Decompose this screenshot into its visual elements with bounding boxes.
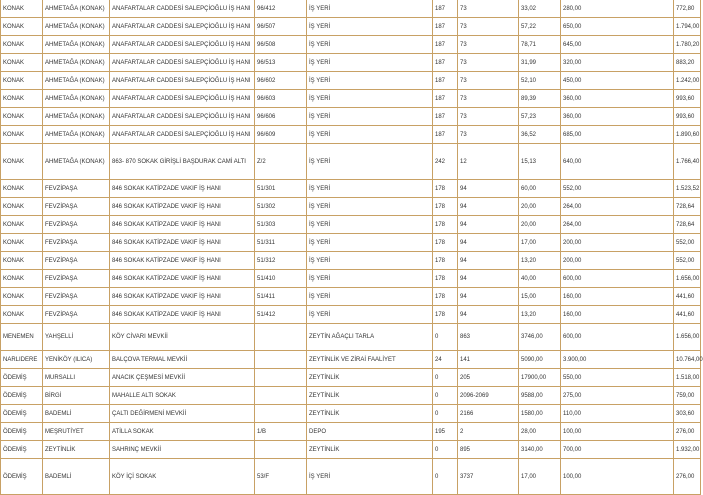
address-cell: ÇALTI DEĞİRMENİ MEVKİİ — [110, 405, 255, 423]
table-row — [1, 324, 701, 351]
total-amount-cell: 759,00 — [674, 387, 701, 405]
area-cell: 20,00 — [519, 198, 561, 216]
monthly-rent-cell: 264,00 — [561, 198, 674, 216]
monthly-rent-cell: 360,00 — [561, 90, 674, 108]
block-no-cell: 0 — [433, 405, 458, 423]
district-cell: KONAK — [1, 18, 43, 36]
total-amount-cell: 1.780,20 — [674, 36, 701, 54]
block-no-cell: 178 — [433, 234, 458, 252]
parcel-no-cell: 96/508 — [255, 36, 307, 54]
table-row — [1, 270, 701, 288]
parcel-no-cell: 51/410 — [255, 270, 307, 288]
neighborhood-cell: FEVZİPAŞA — [43, 252, 110, 270]
block-no-cell: 187 — [433, 54, 458, 72]
monthly-rent-cell: 320,00 — [561, 54, 674, 72]
address-cell: ANAFARTALAR CADDESİ SALEPÇİOĞLU İŞ HANI — [110, 54, 255, 72]
neighborhood-cell: FEVZİPAŞA — [43, 216, 110, 234]
district-cell: ÖDEMİŞ — [1, 405, 43, 423]
neighborhood-cell: BADEMLİ — [43, 405, 110, 423]
monthly-rent-cell: 600,00 — [561, 324, 674, 351]
usage-type-cell: İŞ YERİ — [307, 18, 433, 36]
lot-no-cell: 73 — [458, 36, 519, 54]
block-no-cell: 187 — [433, 18, 458, 36]
lot-no-cell: 94 — [458, 270, 519, 288]
neighborhood-cell: AHMETAĞA (KONAK) — [43, 18, 110, 36]
lot-no-cell: 863 — [458, 324, 519, 351]
address-cell: ANAFARTALAR CADDESİ SALEPÇİOĞLU İŞ HANI — [110, 36, 255, 54]
address-cell: 846 SOKAK KATİPZADE VAKIF İŞ HANI — [110, 288, 255, 306]
parcel-no-cell: 96/513 — [255, 54, 307, 72]
lot-no-cell: 94 — [458, 198, 519, 216]
address-cell: 846 SOKAK KATİPZADE VAKIF İŞ HANI — [110, 270, 255, 288]
block-no-cell: 0 — [433, 369, 458, 387]
table-row — [1, 423, 701, 441]
parcel-no-cell: 96/609 — [255, 126, 307, 144]
neighborhood-cell: YENİKÖY (ILICA) — [43, 351, 110, 369]
neighborhood-cell: BADEMLİ — [43, 459, 110, 495]
total-amount-cell: 1.656,00 — [674, 270, 701, 288]
monthly-rent-cell: 280,00 — [561, 0, 674, 18]
district-cell: MENEMEN — [1, 324, 43, 351]
monthly-rent-cell: 200,00 — [561, 252, 674, 270]
neighborhood-cell: FEVZİPAŞA — [43, 198, 110, 216]
usage-type-cell: İŞ YERİ — [307, 126, 433, 144]
total-amount-cell: 993,60 — [674, 90, 701, 108]
lot-no-cell: 12 — [458, 144, 519, 180]
usage-type-cell: ZEYTİNLİK — [307, 441, 433, 459]
table-row — [1, 18, 701, 36]
district-cell: ÖDEMİŞ — [1, 369, 43, 387]
total-amount-cell: 1.656,00 — [674, 324, 701, 351]
monthly-rent-cell: 600,00 — [561, 270, 674, 288]
total-amount-cell: 10.764,00 — [674, 351, 701, 369]
area-cell: 5090,00 — [519, 351, 561, 369]
area-cell: 57,22 — [519, 18, 561, 36]
address-cell: 846 SOKAK KATİPZADE VAKIF İŞ HANI — [110, 216, 255, 234]
district-cell: KONAK — [1, 180, 43, 198]
total-amount-cell: 1.242,00 — [674, 72, 701, 90]
table-row — [1, 180, 701, 198]
parcel-no-cell: 53/F — [255, 459, 307, 495]
neighborhood-cell: AHMETAĞA (KONAK) — [43, 90, 110, 108]
monthly-rent-cell: 550,00 — [561, 369, 674, 387]
table-row — [1, 369, 701, 387]
table-row — [1, 72, 701, 90]
total-amount-cell: 883,20 — [674, 54, 701, 72]
table-row — [1, 252, 701, 270]
monthly-rent-cell: 700,00 — [561, 441, 674, 459]
parcel-no-cell — [255, 441, 307, 459]
table-body — [1, 0, 701, 495]
area-cell: 89,39 — [519, 90, 561, 108]
parcel-no-cell: 51/303 — [255, 216, 307, 234]
lot-no-cell: 73 — [458, 0, 519, 18]
district-cell: ÖDEMİŞ — [1, 423, 43, 441]
monthly-rent-cell: 100,00 — [561, 423, 674, 441]
neighborhood-cell: MURSALLI — [43, 369, 110, 387]
lot-no-cell: 73 — [458, 90, 519, 108]
block-no-cell: 0 — [433, 387, 458, 405]
table-row — [1, 405, 701, 423]
usage-type-cell: ZEYTİNLİK — [307, 369, 433, 387]
area-cell: 17,00 — [519, 459, 561, 495]
address-cell: SAHRINÇ MEVKİİ — [110, 441, 255, 459]
lot-no-cell: 94 — [458, 252, 519, 270]
district-cell: KONAK — [1, 306, 43, 324]
parcel-no-cell — [255, 369, 307, 387]
usage-type-cell: İŞ YERİ — [307, 36, 433, 54]
block-no-cell: 187 — [433, 90, 458, 108]
total-amount-cell: 552,00 — [674, 252, 701, 270]
usage-type-cell: İŞ YERİ — [307, 459, 433, 495]
area-cell: 36,52 — [519, 126, 561, 144]
address-cell: 846 SOKAK KATİPZADE VAKIF İŞ HANI — [110, 234, 255, 252]
block-no-cell: 178 — [433, 252, 458, 270]
usage-type-cell: İŞ YERİ — [307, 306, 433, 324]
neighborhood-cell: FEVZİPAŞA — [43, 288, 110, 306]
total-amount-cell: 1.932,00 — [674, 441, 701, 459]
table-row — [1, 441, 701, 459]
parcel-no-cell: 96/412 — [255, 0, 307, 18]
parcel-no-cell: 51/411 — [255, 288, 307, 306]
monthly-rent-cell: 650,00 — [561, 18, 674, 36]
monthly-rent-cell: 645,00 — [561, 36, 674, 54]
usage-type-cell: İŞ YERİ — [307, 72, 433, 90]
parcel-no-cell: 96/603 — [255, 90, 307, 108]
total-amount-cell: 276,00 — [674, 459, 701, 495]
address-cell: KÖY İÇİ SOKAK — [110, 459, 255, 495]
lot-no-cell: 2096-2069 — [458, 387, 519, 405]
district-cell: KONAK — [1, 216, 43, 234]
lot-no-cell: 73 — [458, 126, 519, 144]
address-cell: ANAFARTALAR CADDESİ SALEPÇİOĞLU İŞ HANI — [110, 18, 255, 36]
lot-no-cell: 73 — [458, 72, 519, 90]
district-cell: KONAK — [1, 252, 43, 270]
district-cell: ÖDEMİŞ — [1, 387, 43, 405]
district-cell: ÖDEMİŞ — [1, 459, 43, 495]
total-amount-cell: 728,64 — [674, 198, 701, 216]
lot-no-cell: 2 — [458, 423, 519, 441]
monthly-rent-cell: 3.900,00 — [561, 351, 674, 369]
neighborhood-cell: ZEYTİNLİK — [43, 441, 110, 459]
block-no-cell: 178 — [433, 270, 458, 288]
usage-type-cell: İŞ YERİ — [307, 0, 433, 18]
monthly-rent-cell: 275,00 — [561, 387, 674, 405]
usage-type-cell: ZEYTİNLİK — [307, 387, 433, 405]
neighborhood-cell: YAHŞELLİ — [43, 324, 110, 351]
area-cell: 40,00 — [519, 270, 561, 288]
total-amount-cell: 1.794,00 — [674, 18, 701, 36]
lot-no-cell: 94 — [458, 288, 519, 306]
area-cell: 20,00 — [519, 216, 561, 234]
neighborhood-cell: AHMETAĞA (KONAK) — [43, 36, 110, 54]
table-row — [1, 126, 701, 144]
area-cell: 13,20 — [519, 306, 561, 324]
parcel-no-cell: 51/312 — [255, 252, 307, 270]
area-cell: 60,00 — [519, 180, 561, 198]
lot-no-cell: 73 — [458, 18, 519, 36]
district-cell: KONAK — [1, 90, 43, 108]
usage-type-cell: İŞ YERİ — [307, 234, 433, 252]
monthly-rent-cell: 360,00 — [561, 108, 674, 126]
neighborhood-cell: AHMETAĞA (KONAK) — [43, 0, 110, 18]
block-no-cell: 187 — [433, 126, 458, 144]
block-no-cell: 178 — [433, 216, 458, 234]
monthly-rent-cell: 552,00 — [561, 180, 674, 198]
area-cell: 31,99 — [519, 54, 561, 72]
monthly-rent-cell: 100,00 — [561, 459, 674, 495]
monthly-rent-cell: 160,00 — [561, 306, 674, 324]
table-row — [1, 36, 701, 54]
lot-no-cell: 94 — [458, 180, 519, 198]
district-cell: NARLIDERE — [1, 351, 43, 369]
total-amount-cell: 1.518,00 — [674, 369, 701, 387]
parcel-no-cell — [255, 405, 307, 423]
district-cell: KONAK — [1, 198, 43, 216]
lot-no-cell: 94 — [458, 216, 519, 234]
address-cell: ANAFARTALAR CADDESİ SALEPÇİOĞLU İŞ HANI — [110, 126, 255, 144]
neighborhood-cell: AHMETAĞA (KONAK) — [43, 126, 110, 144]
monthly-rent-cell: 160,00 — [561, 288, 674, 306]
usage-type-cell: İŞ YERİ — [307, 288, 433, 306]
parcel-no-cell: 51/302 — [255, 198, 307, 216]
address-cell: ANAFARTALAR CADDESİ SALEPÇİOĞLU İŞ HANI — [110, 108, 255, 126]
district-cell: KONAK — [1, 72, 43, 90]
parcel-no-cell — [255, 351, 307, 369]
area-cell: 33,02 — [519, 0, 561, 18]
total-amount-cell: 441,60 — [674, 288, 701, 306]
district-cell: KONAK — [1, 54, 43, 72]
total-amount-cell: 441,60 — [674, 306, 701, 324]
block-no-cell: 0 — [433, 459, 458, 495]
address-cell: KÖY CİVARI MEVKİİ — [110, 324, 255, 351]
usage-type-cell: İŞ YERİ — [307, 216, 433, 234]
total-amount-cell: 772,80 — [674, 0, 701, 18]
area-cell: 3140,00 — [519, 441, 561, 459]
block-no-cell: 187 — [433, 72, 458, 90]
address-cell: ANACIK ÇEŞMESİ MEVKİİ — [110, 369, 255, 387]
table-row — [1, 54, 701, 72]
district-cell: KONAK — [1, 288, 43, 306]
block-no-cell: 0 — [433, 324, 458, 351]
usage-type-cell: DEPO — [307, 423, 433, 441]
area-cell: 13,20 — [519, 252, 561, 270]
address-cell: ANAFARTALAR CADDESİ SALEPÇİOĞLU İŞ HANI — [110, 0, 255, 18]
monthly-rent-cell: 264,00 — [561, 216, 674, 234]
usage-type-cell: ZEYTİN AĞAÇLI TARLA — [307, 324, 433, 351]
total-amount-cell: 993,60 — [674, 108, 701, 126]
total-amount-cell: 1.890,60 — [674, 126, 701, 144]
neighborhood-cell: FEVZİPAŞA — [43, 306, 110, 324]
district-cell: KONAK — [1, 36, 43, 54]
lot-no-cell: 3737 — [458, 459, 519, 495]
monthly-rent-cell: 640,00 — [561, 144, 674, 180]
parcel-no-cell — [255, 387, 307, 405]
table-row — [1, 144, 701, 180]
table-row — [1, 306, 701, 324]
area-cell: 9588,00 — [519, 387, 561, 405]
district-cell: KONAK — [1, 234, 43, 252]
address-cell: 846 SOKAK KATİPZADE VAKIF İŞ HANI — [110, 198, 255, 216]
usage-type-cell: İŞ YERİ — [307, 144, 433, 180]
total-amount-cell: 276,00 — [674, 423, 701, 441]
lot-no-cell: 73 — [458, 54, 519, 72]
usage-type-cell: İŞ YERİ — [307, 198, 433, 216]
table-row — [1, 351, 701, 369]
neighborhood-cell: FEVZİPAŞA — [43, 180, 110, 198]
neighborhood-cell: AHMETAĞA (KONAK) — [43, 72, 110, 90]
parcel-no-cell: 96/507 — [255, 18, 307, 36]
block-no-cell: 178 — [433, 180, 458, 198]
total-amount-cell: 303,60 — [674, 405, 701, 423]
district-cell: KONAK — [1, 144, 43, 180]
parcel-no-cell: 96/602 — [255, 72, 307, 90]
block-no-cell: 242 — [433, 144, 458, 180]
address-cell: 863- 870 SOKAK GİRİŞLİ BAŞDURAK CAMİ ALTI — [110, 144, 255, 180]
usage-type-cell: İŞ YERİ — [307, 270, 433, 288]
area-cell: 78,71 — [519, 36, 561, 54]
table-row — [1, 90, 701, 108]
block-no-cell: 178 — [433, 198, 458, 216]
neighborhood-cell: FEVZİPAŞA — [43, 270, 110, 288]
lot-no-cell: 2166 — [458, 405, 519, 423]
parcel-no-cell: 51/412 — [255, 306, 307, 324]
table-row — [1, 288, 701, 306]
lot-no-cell: 94 — [458, 306, 519, 324]
block-no-cell: 0 — [433, 441, 458, 459]
block-no-cell: 178 — [433, 306, 458, 324]
parcel-no-cell: 51/301 — [255, 180, 307, 198]
total-amount-cell: 728,64 — [674, 216, 701, 234]
area-cell: 57,23 — [519, 108, 561, 126]
parcel-no-cell — [255, 324, 307, 351]
area-cell: 1580,00 — [519, 405, 561, 423]
block-no-cell: 24 — [433, 351, 458, 369]
address-cell: 846 SOKAK KATİPZADE VAKIF İŞ HANI — [110, 180, 255, 198]
neighborhood-cell: AHMETAĞA (KONAK) — [43, 108, 110, 126]
lot-no-cell: 895 — [458, 441, 519, 459]
lot-no-cell: 94 — [458, 234, 519, 252]
district-cell: KONAK — [1, 270, 43, 288]
block-no-cell: 187 — [433, 108, 458, 126]
district-cell: KONAK — [1, 108, 43, 126]
table-row — [1, 198, 701, 216]
monthly-rent-cell: 685,00 — [561, 126, 674, 144]
district-cell: ÖDEMİŞ — [1, 441, 43, 459]
parcel-no-cell: 51/311 — [255, 234, 307, 252]
address-cell: ANAFARTALAR CADDESİ SALEPÇİOĞLU İŞ HANI — [110, 90, 255, 108]
neighborhood-cell: AHMETAĞA (KONAK) — [43, 144, 110, 180]
area-cell: 17,00 — [519, 234, 561, 252]
table-row — [1, 216, 701, 234]
parcel-no-cell: Z/2 — [255, 144, 307, 180]
parcel-no-cell: 96/606 — [255, 108, 307, 126]
neighborhood-cell: MEŞRUTİYET — [43, 423, 110, 441]
neighborhood-cell: FEVZİPAŞA — [43, 234, 110, 252]
area-cell: 15,00 — [519, 288, 561, 306]
lot-no-cell: 205 — [458, 369, 519, 387]
usage-type-cell: İŞ YERİ — [307, 252, 433, 270]
area-cell: 3746,00 — [519, 324, 561, 351]
area-cell: 15,13 — [519, 144, 561, 180]
table-row — [1, 108, 701, 126]
usage-type-cell: ZEYTİNLİK — [307, 405, 433, 423]
district-cell: KONAK — [1, 0, 43, 18]
block-no-cell: 178 — [433, 288, 458, 306]
usage-type-cell: İŞ YERİ — [307, 90, 433, 108]
total-amount-cell: 1.523,52 — [674, 180, 701, 198]
lot-no-cell: 141 — [458, 351, 519, 369]
table-row — [1, 387, 701, 405]
block-no-cell: 187 — [433, 0, 458, 18]
block-no-cell: 187 — [433, 36, 458, 54]
total-amount-cell: 1.766,40 — [674, 144, 701, 180]
monthly-rent-cell: 110,00 — [561, 405, 674, 423]
monthly-rent-cell: 450,00 — [561, 72, 674, 90]
address-cell: ANAFARTALAR CADDESİ SALEPÇİOĞLU İŞ HANI — [110, 72, 255, 90]
address-cell: 846 SOKAK KATİPZADE VAKIF İŞ HANI — [110, 306, 255, 324]
parcel-no-cell: 1/B — [255, 423, 307, 441]
area-cell: 28,00 — [519, 423, 561, 441]
address-cell: ATİLLA SOKAK — [110, 423, 255, 441]
lot-no-cell: 73 — [458, 108, 519, 126]
area-cell: 52,10 — [519, 72, 561, 90]
table-row — [1, 459, 701, 495]
neighborhood-cell: BİRGİ — [43, 387, 110, 405]
table-row — [1, 234, 701, 252]
address-cell: 846 SOKAK KATİPZADE VAKIF İŞ HANI — [110, 252, 255, 270]
usage-type-cell: İŞ YERİ — [307, 54, 433, 72]
total-amount-cell: 552,00 — [674, 234, 701, 252]
usage-type-cell: ZEYTİNLİK VE ZİRAİ FAALİYET — [307, 351, 433, 369]
usage-type-cell: İŞ YERİ — [307, 180, 433, 198]
address-cell: BALÇOVA TERMAL MEVKİİ — [110, 351, 255, 369]
monthly-rent-cell: 200,00 — [561, 234, 674, 252]
area-cell: 17900,00 — [519, 369, 561, 387]
district-cell: KONAK — [1, 126, 43, 144]
usage-type-cell: İŞ YERİ — [307, 108, 433, 126]
neighborhood-cell: AHMETAĞA (KONAK) — [43, 54, 110, 72]
block-no-cell: 195 — [433, 423, 458, 441]
address-cell: MAHALLE ALTI SOKAK — [110, 387, 255, 405]
table-row — [1, 0, 701, 18]
